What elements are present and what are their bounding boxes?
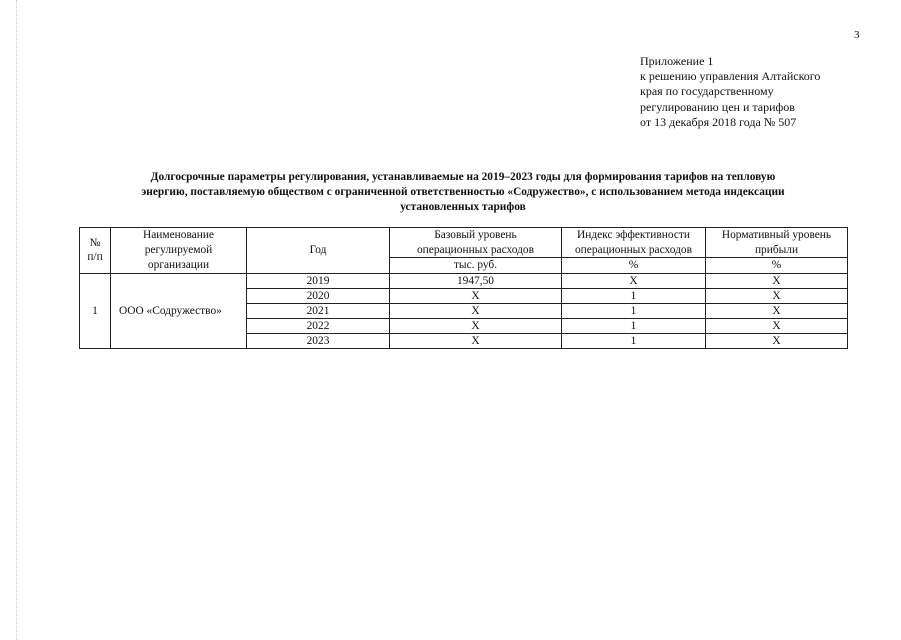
cell-index: 1 — [562, 333, 706, 348]
cell-org-name: ООО «Содружество» — [111, 273, 247, 348]
cell-year: 2021 — [247, 303, 390, 318]
header-year: Год — [247, 228, 390, 274]
title-line: Долгосрочные параметры регулирования, устанавливаемые на 2019–2023 годы для формирования тарифов на тепловую — [150, 171, 776, 183]
cell-base: X — [390, 303, 562, 318]
unit-profit: % — [706, 258, 848, 274]
appendix-line: к решению управления Алтайского — [640, 69, 821, 84]
page-margin-rule — [16, 0, 18, 640]
appendix-line: от 13 декабря 2018 года № 507 — [640, 114, 797, 129]
header-num: № п/п — [80, 228, 111, 274]
cell-profit: X — [706, 303, 848, 318]
table-row — [80, 273, 848, 288]
appendix-line: края по государственному — [640, 84, 774, 99]
appendix-line: регулированию цен и тарифов — [640, 99, 795, 114]
cell-profit: X — [706, 288, 848, 303]
cell-org-num: 1 — [80, 273, 111, 348]
appendix-note — [640, 54, 820, 130]
title-line: энергию, поставляемую обществом с ограниченной ответственностью «Содружество», с использованием метода индексации — [141, 186, 785, 198]
cell-profit: X — [706, 333, 848, 348]
cell-base: X — [390, 318, 562, 333]
page-number: 3 — [854, 29, 860, 41]
header-base: Базовый уровень операционных расходов — [390, 228, 562, 258]
cell-index: 1 — [562, 303, 706, 318]
header-profit: Нормативный уровень прибыли — [706, 228, 848, 258]
cell-base: 1947,50 — [390, 273, 562, 288]
cell-base: X — [390, 333, 562, 348]
header-index: Индекс эффективности операционных расходов — [562, 228, 706, 258]
cell-base: X — [390, 288, 562, 303]
cell-index: X — [562, 273, 706, 288]
header-org: Наименование регулируемой организации — [111, 228, 247, 274]
cell-year: 2019 — [247, 273, 390, 288]
title-line: установленных тарифов — [400, 201, 526, 213]
appendix-line: Приложение 1 — [640, 54, 714, 68]
unit-index: % — [562, 258, 706, 274]
document-title — [78, 170, 848, 215]
cell-profit: X — [706, 318, 848, 333]
unit-base: тыс. руб. — [390, 258, 562, 274]
cell-index: 1 — [562, 288, 706, 303]
cell-year: 2020 — [247, 288, 390, 303]
cell-year: 2023 — [247, 333, 390, 348]
regulation-parameters-table — [79, 227, 848, 349]
cell-index: 1 — [562, 318, 706, 333]
table-header-row — [80, 228, 848, 258]
cell-year: 2022 — [247, 318, 390, 333]
cell-profit: X — [706, 273, 848, 288]
